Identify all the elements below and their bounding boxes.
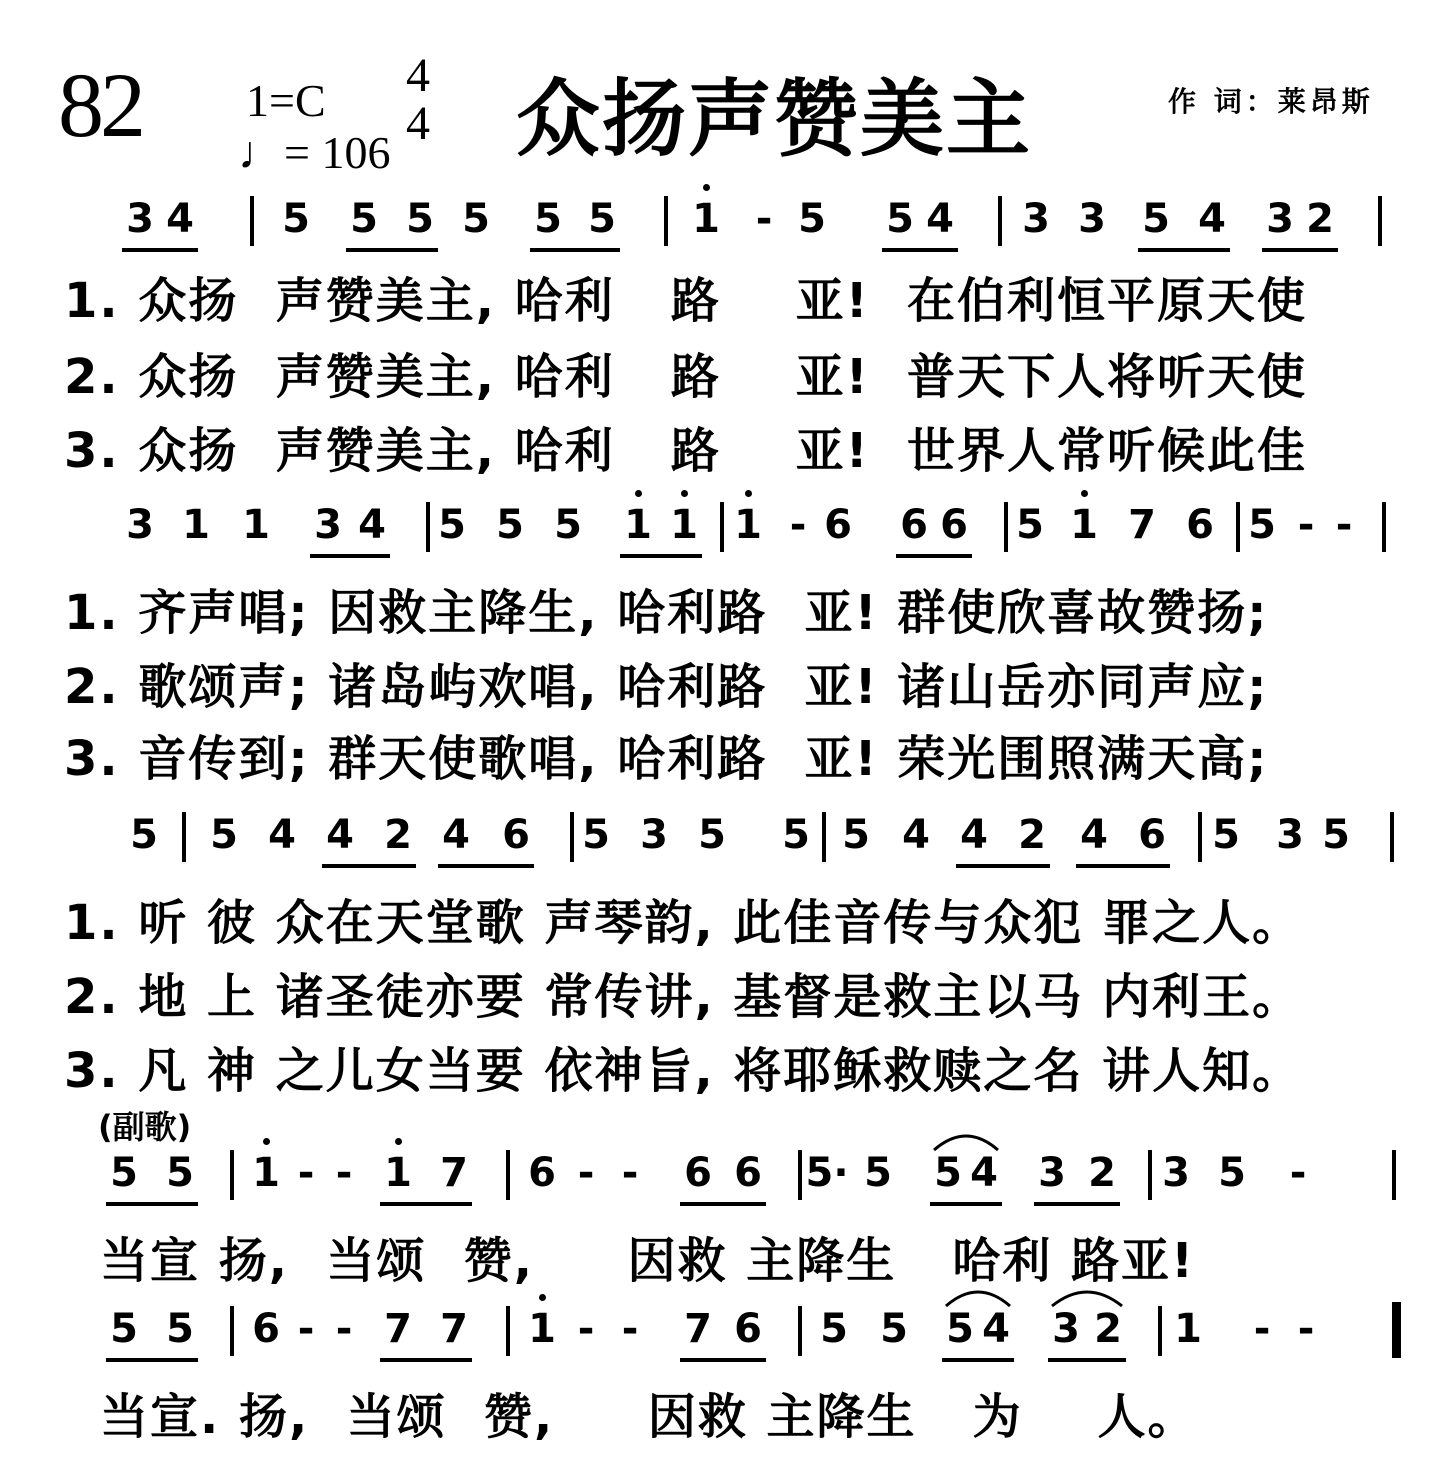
note: 5 (698, 812, 726, 858)
high-octave-dot (635, 490, 642, 497)
barline (720, 502, 724, 552)
note: 1 (624, 502, 652, 548)
quarter-note-icon: ♩ (238, 127, 284, 178)
barline (182, 812, 186, 862)
verse-2-line-1: 2. 众扬 声赞美主, 哈利 路 亚! 普天下人将听天使 (64, 349, 1308, 405)
note: 6 (1186, 502, 1214, 548)
dash-extender: - (1297, 1306, 1315, 1352)
note: 1 (734, 502, 762, 548)
note: 5 (554, 502, 582, 548)
barline (230, 1306, 234, 1356)
notation-line-2 (0, 496, 1450, 576)
high-octave-dot (1081, 490, 1088, 497)
note: 5 (934, 1150, 962, 1196)
dash-extender: - (577, 1306, 595, 1352)
note: 1 (528, 1306, 556, 1352)
note: 7 (384, 1306, 412, 1352)
note: 5 (782, 812, 810, 858)
note: 1 (384, 1150, 412, 1196)
note: 5 (110, 1306, 138, 1352)
note: 5 (406, 196, 434, 242)
note: 4 (268, 812, 296, 858)
barline (998, 196, 1002, 246)
time-signature-bottom: 4 (406, 97, 430, 150)
note: 2 (1088, 1150, 1116, 1196)
eighth-underline (1076, 864, 1170, 868)
note: 5 (282, 196, 310, 242)
eighth-underline (438, 864, 534, 868)
note: 5 (166, 1306, 194, 1352)
note: 5 (166, 1150, 194, 1196)
barline (1382, 502, 1386, 552)
eighth-underline (1138, 248, 1230, 252)
dash-extender: - (335, 1306, 353, 1352)
note: 1 (252, 1150, 280, 1196)
barline (1148, 1150, 1152, 1200)
high-octave-dot (681, 490, 688, 497)
note: 3 (1162, 1150, 1190, 1196)
eighth-underline (896, 554, 972, 558)
eighth-underline (680, 1202, 766, 1206)
note: 4 (358, 502, 386, 548)
note: 5 (946, 1306, 974, 1352)
note: 4 (166, 196, 194, 242)
dash-extender: - (1289, 1150, 1307, 1196)
note: 5 (110, 1150, 138, 1196)
chorus-lyric-line-2: 当宣. 扬, 当颂 赞, 因救 主降生 为 人。 (100, 1389, 1198, 1445)
eighth-underline (106, 1202, 198, 1206)
note: 5 (864, 1150, 892, 1196)
note: 7 (440, 1306, 468, 1352)
note: 6 (502, 812, 530, 858)
note: 1 (1070, 502, 1098, 548)
note: 5 (1142, 196, 1170, 242)
hymn-number: 82 (58, 54, 142, 156)
note: 3 (314, 502, 342, 548)
barline (798, 1306, 802, 1356)
verse-3-line-1: 3. 众扬 声赞美主, 哈利 路 亚! 世界人常听候此佳 (64, 423, 1308, 479)
note: 5 (210, 812, 238, 858)
note: 5 (1016, 502, 1044, 548)
note: 3 (1266, 196, 1294, 242)
barline (1378, 196, 1382, 246)
note: 2 (1306, 196, 1334, 242)
key-signature: 1=C (246, 75, 326, 126)
barline (1198, 812, 1202, 862)
verse-3-line-3: 3. 凡 神 之儿女当要 依神旨, 将耶稣救赎之名 讲人知。 (64, 1043, 1303, 1099)
note: 7 (440, 1150, 468, 1196)
dash-extender: - (1335, 502, 1353, 548)
eighth-underline (1262, 248, 1338, 252)
note: 3 (1078, 196, 1106, 242)
verse-2-line-2: 2. 歌颂声; 诸岛屿欢唱, 哈利路 亚! 诸山岳亦同声应; (64, 659, 1269, 715)
barline (250, 196, 254, 246)
chorus-lyric-line-1: 当宣 扬, 当颂 赞, 因救 主降生 哈利 路亚! (100, 1233, 1196, 1289)
eighth-underline (956, 864, 1050, 868)
dash-extender: - (789, 502, 807, 548)
note: 3 (1052, 1306, 1080, 1352)
note: 5 (1218, 1150, 1246, 1196)
note: 4 (442, 812, 470, 858)
barline (1390, 812, 1394, 862)
eighth-underline (346, 248, 438, 252)
note: 5 (582, 812, 610, 858)
dash-extender: - (297, 1150, 315, 1196)
note: 5 (1322, 812, 1350, 858)
final-barline (1392, 1302, 1401, 1358)
note: 6 (684, 1150, 712, 1196)
slur (1050, 1284, 1124, 1308)
barline (1158, 1306, 1162, 1356)
eighth-underline (882, 248, 958, 252)
note: 5 (1212, 812, 1240, 858)
eighth-underline (380, 1358, 472, 1362)
notation-line-5 (0, 1300, 1450, 1380)
eighth-underline (530, 248, 620, 252)
eighth-underline (310, 554, 390, 558)
verse-3-line-2: 3. 音传到; 群天使歌唱, 哈利路 亚! 荣光围照满天高; (64, 731, 1269, 787)
note: 2 (1018, 812, 1046, 858)
barline (1392, 1150, 1396, 1200)
dash-extender: - (297, 1306, 315, 1352)
slur (944, 1284, 1012, 1308)
dash-extender: - (1253, 1306, 1271, 1352)
note: 5 (886, 196, 914, 242)
note: 5 (842, 812, 870, 858)
note: 4 (926, 196, 954, 242)
verse-1-line-3: 1. 听 彼 众在天堂歌 声琴韵, 此佳音传与众犯 罪之人。 (64, 895, 1303, 951)
note: 4 (326, 812, 354, 858)
note: 3 (1022, 196, 1050, 242)
note: 4 (970, 1150, 998, 1196)
note: 6 (940, 502, 968, 548)
high-octave-dot (263, 1138, 270, 1145)
eighth-underline (122, 248, 198, 252)
note: 3 (126, 502, 154, 548)
notation-line-3 (0, 806, 1450, 886)
note: 5 (798, 196, 826, 242)
note: 5 (1248, 502, 1276, 548)
verse-1-line-2: 1. 齐声唱; 因救主降生, 哈利路 亚! 群使欣喜故赞扬; (64, 585, 1269, 641)
barline (506, 1306, 510, 1356)
high-octave-dot (703, 184, 710, 191)
eighth-underline (620, 554, 702, 558)
time-signature (398, 49, 438, 150)
note: 4 (960, 812, 988, 858)
barline (664, 196, 668, 246)
high-octave-dot (539, 1294, 546, 1301)
note: 6 (734, 1150, 762, 1196)
chorus-label: (副歌) (98, 1108, 192, 1146)
note: 5 (880, 1306, 908, 1352)
note: 5 (462, 196, 490, 242)
note: 5 (820, 1306, 848, 1352)
dash-extender: - (1297, 502, 1315, 548)
note: 1 (182, 502, 210, 548)
dash-extender: - (621, 1150, 639, 1196)
barline (506, 1150, 510, 1200)
eighth-underline (680, 1358, 766, 1362)
notation-line-1 (0, 190, 1450, 270)
note: 5 (130, 812, 158, 858)
verse-2-line-3: 2. 地 上 诸圣徒亦要 常传讲, 基督是救主以马 内利王。 (64, 969, 1303, 1025)
high-octave-dot (745, 490, 752, 497)
verse-1-line-1: 1. 众扬 声赞美主, 哈利 路 亚! 在伯利恒平原天使 (64, 273, 1308, 329)
tempo-marking (238, 126, 390, 179)
note: 1 (670, 502, 698, 548)
note: 3 (126, 196, 154, 242)
eighth-underline (106, 1358, 198, 1362)
note: 5 (534, 196, 562, 242)
eighth-underline (930, 1202, 1002, 1206)
note: 1 (242, 502, 270, 548)
note: 5· (805, 1150, 849, 1196)
note: 7 (1128, 502, 1156, 548)
dash-extender: - (621, 1306, 639, 1352)
note: 5 (588, 196, 616, 242)
high-octave-dot (395, 1138, 402, 1145)
note: 5 (438, 502, 466, 548)
note: 3 (640, 812, 668, 858)
note: 2 (1094, 1306, 1122, 1352)
note: 3 (1038, 1150, 1066, 1196)
hymn-title: 众扬声赞美主 (516, 70, 1033, 168)
note: 6 (900, 502, 928, 548)
lyricist-credit: 作 词：莱昂斯 (1168, 85, 1374, 118)
tempo-value: = 106 (284, 127, 391, 178)
note: 6 (734, 1306, 762, 1352)
note: 4 (1198, 196, 1226, 242)
note: 4 (1080, 812, 1108, 858)
eighth-underline (1048, 1358, 1126, 1362)
note: 4 (982, 1306, 1010, 1352)
barline (230, 1150, 234, 1200)
note: 4 (902, 812, 930, 858)
note: 5 (350, 196, 378, 242)
dash-extender: - (335, 1150, 353, 1196)
note: 6 (824, 502, 852, 548)
eighth-underline (942, 1358, 1014, 1362)
note: 3 (1276, 812, 1304, 858)
note: 7 (684, 1306, 712, 1352)
note: 6 (252, 1306, 280, 1352)
eighth-underline (380, 1202, 472, 1206)
note: 1 (692, 196, 720, 242)
eighth-underline (1034, 1202, 1120, 1206)
note: 5 (496, 502, 524, 548)
note: 6 (1138, 812, 1166, 858)
notation-line-4 (0, 1144, 1450, 1224)
eighth-underline (322, 864, 416, 868)
note: 2 (384, 812, 412, 858)
dash-extender: - (577, 1150, 595, 1196)
dash-extender: - (755, 196, 773, 242)
time-signature-top: 4 (406, 49, 430, 102)
slur (932, 1128, 1000, 1152)
note: 6 (528, 1150, 556, 1196)
barline (822, 812, 826, 862)
note: 1 (1174, 1306, 1202, 1352)
